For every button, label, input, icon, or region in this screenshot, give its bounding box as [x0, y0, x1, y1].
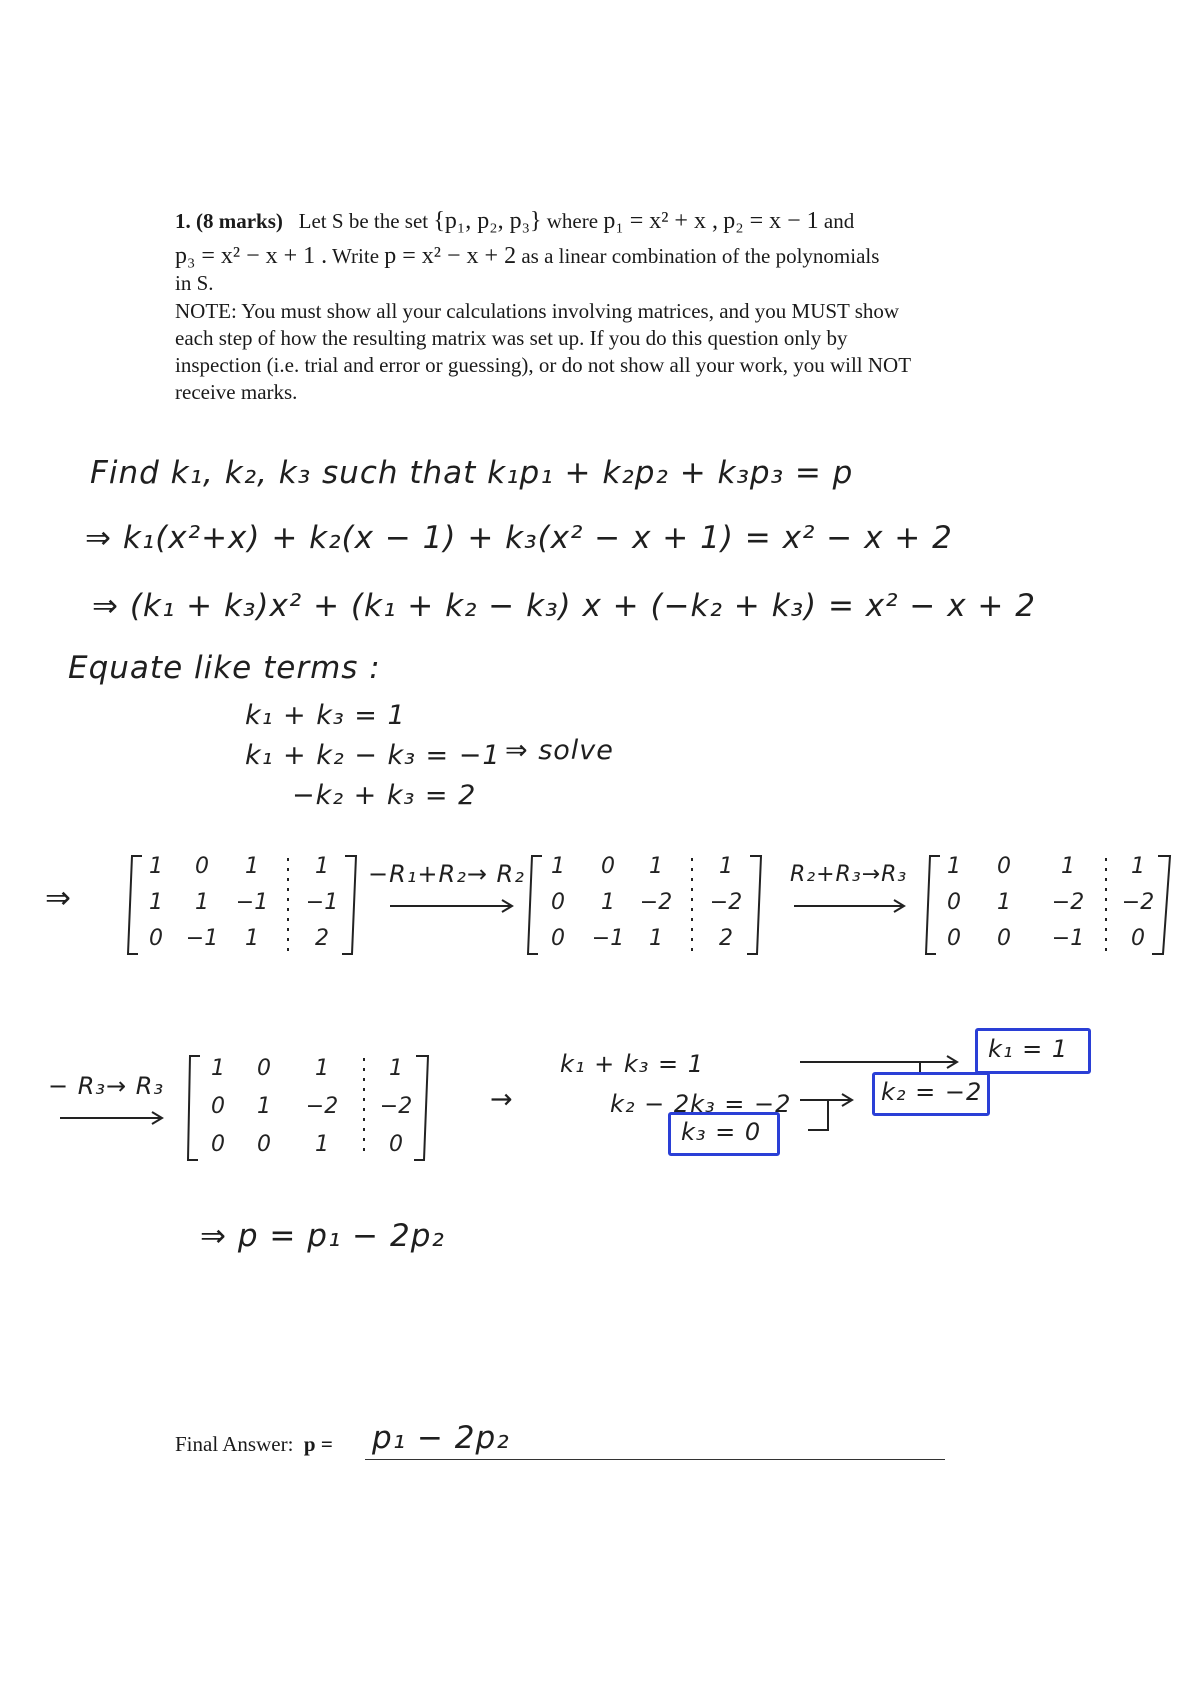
p1-definition: p₁ = x² + x , [603, 208, 718, 234]
matrix-cell: 0 [947, 926, 961, 951]
p3-definition: p₃ = x² − x + 1 . [175, 243, 328, 269]
matrix-cell: 1 [601, 890, 615, 915]
note-line: NOTE: You must show all your calculations involving matrices, and you MUST show [175, 299, 900, 323]
matrix-cell: 1 [389, 1056, 403, 1081]
answer-k1: k₁ = 1 [988, 1035, 1069, 1063]
matrix-cell: 2 [719, 926, 733, 951]
matrix-cell: 0 [1131, 926, 1145, 951]
matrix-cell: 1 [195, 890, 209, 915]
matrix-cell: 1 [649, 854, 663, 879]
implies-arrow: ⇒ [45, 880, 72, 916]
matrix-cell: 1 [947, 854, 961, 879]
back-sub-eq-1: k₁ + k₃ = 1 [560, 1050, 705, 1078]
back-sub-arrow: → [490, 1084, 514, 1115]
matrix-cell: −2 [1121, 890, 1155, 915]
note-line: inspection (i.e. trial and error or guessing), or do not show all your work, you will NOT [175, 353, 912, 377]
and-word: and [823, 209, 855, 233]
matrix-cell: −2 [379, 1094, 413, 1119]
matrix-cell: 0 [389, 1132, 403, 1157]
matrix-cell: 0 [551, 926, 565, 951]
question-line-3: in S. [175, 271, 214, 295]
matrix-cell: 0 [211, 1132, 225, 1157]
matrix-cell: 0 [551, 890, 565, 915]
p2-definition: p₂ = x − 1 [723, 208, 819, 234]
question-text-2: as a linear combination of the polynomials [521, 244, 880, 268]
matrix-cell: 1 [257, 1094, 271, 1119]
matrix-cell: −1 [185, 926, 219, 951]
where-word: where [546, 209, 599, 233]
question-line-1 [175, 208, 1035, 235]
question-number: 1. [175, 209, 191, 233]
question-block [175, 208, 1035, 406]
note-line: receive marks. [175, 380, 298, 404]
matrix-2 [520, 850, 770, 962]
question-marks: (8 marks) [196, 209, 283, 233]
matrix-cell: 0 [211, 1094, 225, 1119]
final-answer-value: p₁ − 2p₂ [372, 1420, 510, 1456]
matrix-cell: 0 [149, 926, 163, 951]
answer-k3: k₃ = 0 [681, 1118, 762, 1146]
row-op-1: −R₁+R₂→ R₂ [368, 860, 525, 888]
matrix-cell: 1 [245, 926, 259, 951]
answer-k2: k₂ = −2 [881, 1078, 983, 1106]
matrix-cell: 0 [257, 1056, 271, 1081]
work-line-expand: ⇒ (k₁ + k₃)x² + (k₁ + k₂ − k₃) x + (−k₂ + k₃) = x² − x + 2 [92, 588, 1036, 624]
write-word: Write [332, 244, 380, 268]
matrix-cell: 0 [601, 854, 615, 879]
solve-note: ⇒ solve [505, 735, 614, 766]
matrix-cell: 0 [257, 1132, 271, 1157]
matrix-cell: 0 [997, 926, 1011, 951]
result-line: ⇒ p = p₁ − 2p₂ [200, 1218, 445, 1254]
matrix-4 [178, 1050, 438, 1168]
row-op-2: R₂+R₃→R₃ [790, 862, 908, 887]
matrix-cell: 0 [997, 854, 1011, 879]
set-notation: {p₁, p₂, p₃} [433, 208, 542, 234]
work-line-equate: Equate like terms : [68, 650, 381, 686]
question-note [175, 298, 1035, 406]
matrix-1 [120, 850, 365, 962]
row-op-2-arrow [792, 898, 910, 914]
system-eq-1: k₁ + k₃ = 1 [245, 700, 406, 731]
matrix-cell: 1 [649, 926, 663, 951]
p-definition: p = x² − x + 2 [384, 243, 517, 269]
matrix-cell: 1 [315, 854, 329, 879]
matrix-cell: 1 [997, 890, 1011, 915]
matrix-cell: −2 [709, 890, 743, 915]
matrix-cell: −2 [1051, 890, 1085, 915]
matrix-cell: 1 [149, 854, 163, 879]
matrix-cell: −2 [639, 890, 673, 915]
matrix-cell: 1 [245, 854, 259, 879]
answer-k1-box [975, 1028, 1091, 1074]
matrix-cell: 1 [315, 1132, 329, 1157]
matrix-cell: 1 [211, 1056, 225, 1081]
final-answer [175, 1432, 333, 1457]
final-answer-line [365, 1459, 945, 1460]
matrix-cell: −1 [235, 890, 269, 915]
back-sub-eq-2: k₂ − 2k₃ = −2 [610, 1090, 792, 1118]
matrix-cell: 1 [1131, 854, 1145, 879]
work-line-find: Find k₁, k₂, k₃ such that k₁p₁ + k₂p₂ + k₃p₃ = p [90, 455, 854, 491]
matrix-cell: −1 [1051, 926, 1085, 951]
matrix-cell: 0 [195, 854, 209, 879]
matrix-cell: 2 [315, 926, 329, 951]
row-op-3: − R₃→ R₃ [48, 1072, 165, 1100]
system-eq-2: k₁ + k₂ − k₃ = −1 [245, 740, 501, 771]
matrix-cell: 1 [149, 890, 163, 915]
question-line-2 [175, 243, 1035, 270]
matrix-cell: 1 [551, 854, 565, 879]
answer-k3-box [668, 1112, 780, 1156]
matrix-cell: 1 [719, 854, 733, 879]
matrix-cell: −2 [305, 1094, 339, 1119]
matrix-cell: −1 [591, 926, 625, 951]
row-op-1-arrow [388, 898, 518, 914]
answer-k2-box [872, 1072, 990, 1116]
work-line-substitute: ⇒ k₁(x²+x) + k₂(x − 1) + k₃(x² − x + 1) = x² − x + 2 [85, 520, 953, 556]
question-text-1: Let S be the set [298, 209, 429, 233]
system-eq-3: −k₂ + k₃ = 2 [292, 780, 477, 811]
matrix-cell: 1 [315, 1056, 329, 1081]
matrix-cell: 0 [947, 890, 961, 915]
row-op-3-arrow [58, 1110, 168, 1126]
matrix-cell: −1 [305, 890, 339, 915]
matrix-cell: 1 [1061, 854, 1075, 879]
final-answer-label: Final Answer: [175, 1432, 294, 1456]
note-line: each step of how the resulting matrix was set up. If you do this question only by [175, 326, 848, 350]
matrix-3 [918, 850, 1180, 962]
final-p-label: p = [303, 1432, 333, 1456]
